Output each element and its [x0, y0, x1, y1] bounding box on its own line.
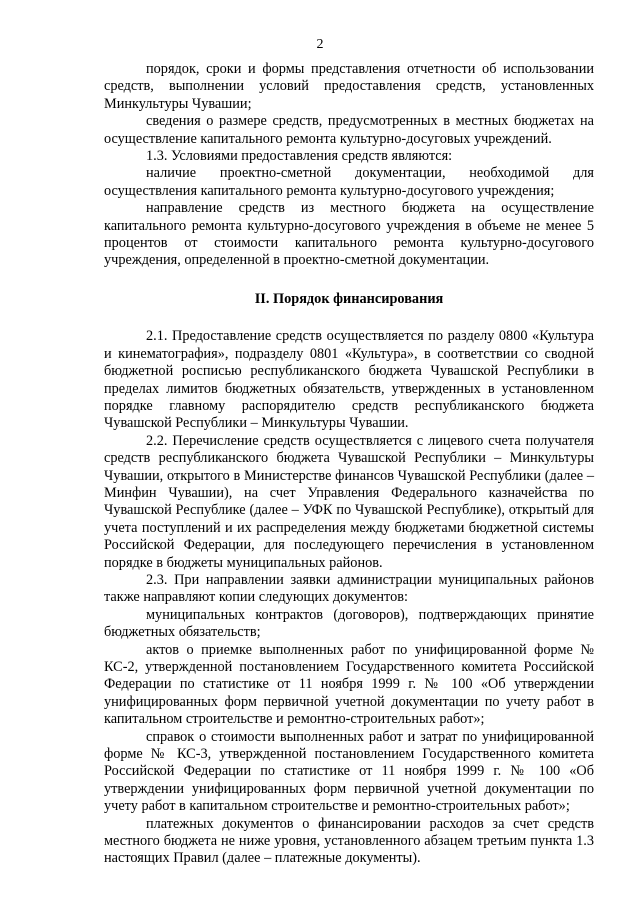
paragraph-clause-1-3: 1.3. Условиями предоставления средств являются: — [146, 148, 453, 165]
page-number: 2 — [316, 37, 324, 52]
paragraph-ks2-acts: актов о приемке выполненных работ по унифицированной форме № КС-2, утвержденной постановлением Государственного комитета Российской Федерации по статистике от 11 ноября 1999 г. № 100 «Об утверждении унифицированных форм первичной учетной документации по учету работ в капитальном строительстве и ремонтно-строительных работ»; — [104, 641, 594, 728]
paragraph-reporting-procedure: порядок, сроки и формы представления отчетности об использовании средств, выполнении условий предоставления средств, установленных Минкультуры Чувашии; — [104, 61, 594, 112]
paragraph-ks3-certificates: справок о стоимости выполненных работ и затрат по унифицированной форме № КС-3, утвержденной постановлением Государственного комитета Российской Федерации по статистике от 11 ноября 1999 г. № 100 «Об утверждении унифицированных форм первичной учетной документации по учету работ в капитальном строительстве и ремонтно-строительных работ»; — [104, 728, 594, 815]
paragraph-local-budget-info: сведения о размере средств, предусмотренных в местных бюджетах на осуществление капитального ремонта культурно-досуговых учреждений. — [104, 113, 594, 147]
paragraph-payment-documents: платежных документов о финансировании расходов за счет средств местного бюджета не ниже уровня, установленного абзацем третьим пункта 1.3 настоящих Правил (далее – платежные документы). — [104, 815, 594, 867]
document-body — [104, 61, 594, 868]
paragraph-clause-2-2: 2.2. Перечисление средств осуществляется с лицевого счета получателя средств республиканского бюджета Чувашской Республики – Минкультуры Чувашии, открытого в Министерстве финансов Чувашской Республики (далее – Минфин Чувашии), на счет Управления Федерального казначейства по Чувашской Республике (далее – УФК по Чувашской Республике), открытый для учета поступлений и их распределения между бюджетами бюджетной системы Российской Федерации, для последующего перечисления в установленном порядке в бюджеты муниципальных районов. — [104, 432, 594, 571]
paragraph-clause-2-1: 2.1. Предоставление средств осуществляется по разделу 0800 «Культура и кинематография», подразделу 0801 «Культура», в соответствии со сводной бюджетной росписью республиканского бюджета Чувашской Республики в пределах лимитов бюджетных обязательств, утвержденных в установленном порядке главному распорядителю средств республиканского бюджета Чувашской Республики – Минкультуры Чувашии. — [104, 328, 594, 432]
paragraph-design-documentation: наличие проектно-сметной документации, необходимой для осуществления капитального ремонта культурно-досугового учреждения; — [104, 165, 594, 199]
section-heading: II. Порядок финансирования — [254, 290, 444, 307]
paragraph-clause-2-3: 2.3. При направлении заявки администрации муниципальных районов также направляют копии следующих документов: — [104, 571, 594, 606]
paragraph-local-funding-share: направление средств из местного бюджета на осуществление капитального ремонта культурно-досугового учреждения в объеме не менее 5 процентов от стоимости капитального ремонта культурно-досугового учреждения, определенной в проектно-сметной документации. — [104, 200, 594, 269]
paragraph-municipal-contracts: муниципальных контрактов (договоров), подтверждающих принятие бюджетных обязательств; — [104, 606, 594, 641]
